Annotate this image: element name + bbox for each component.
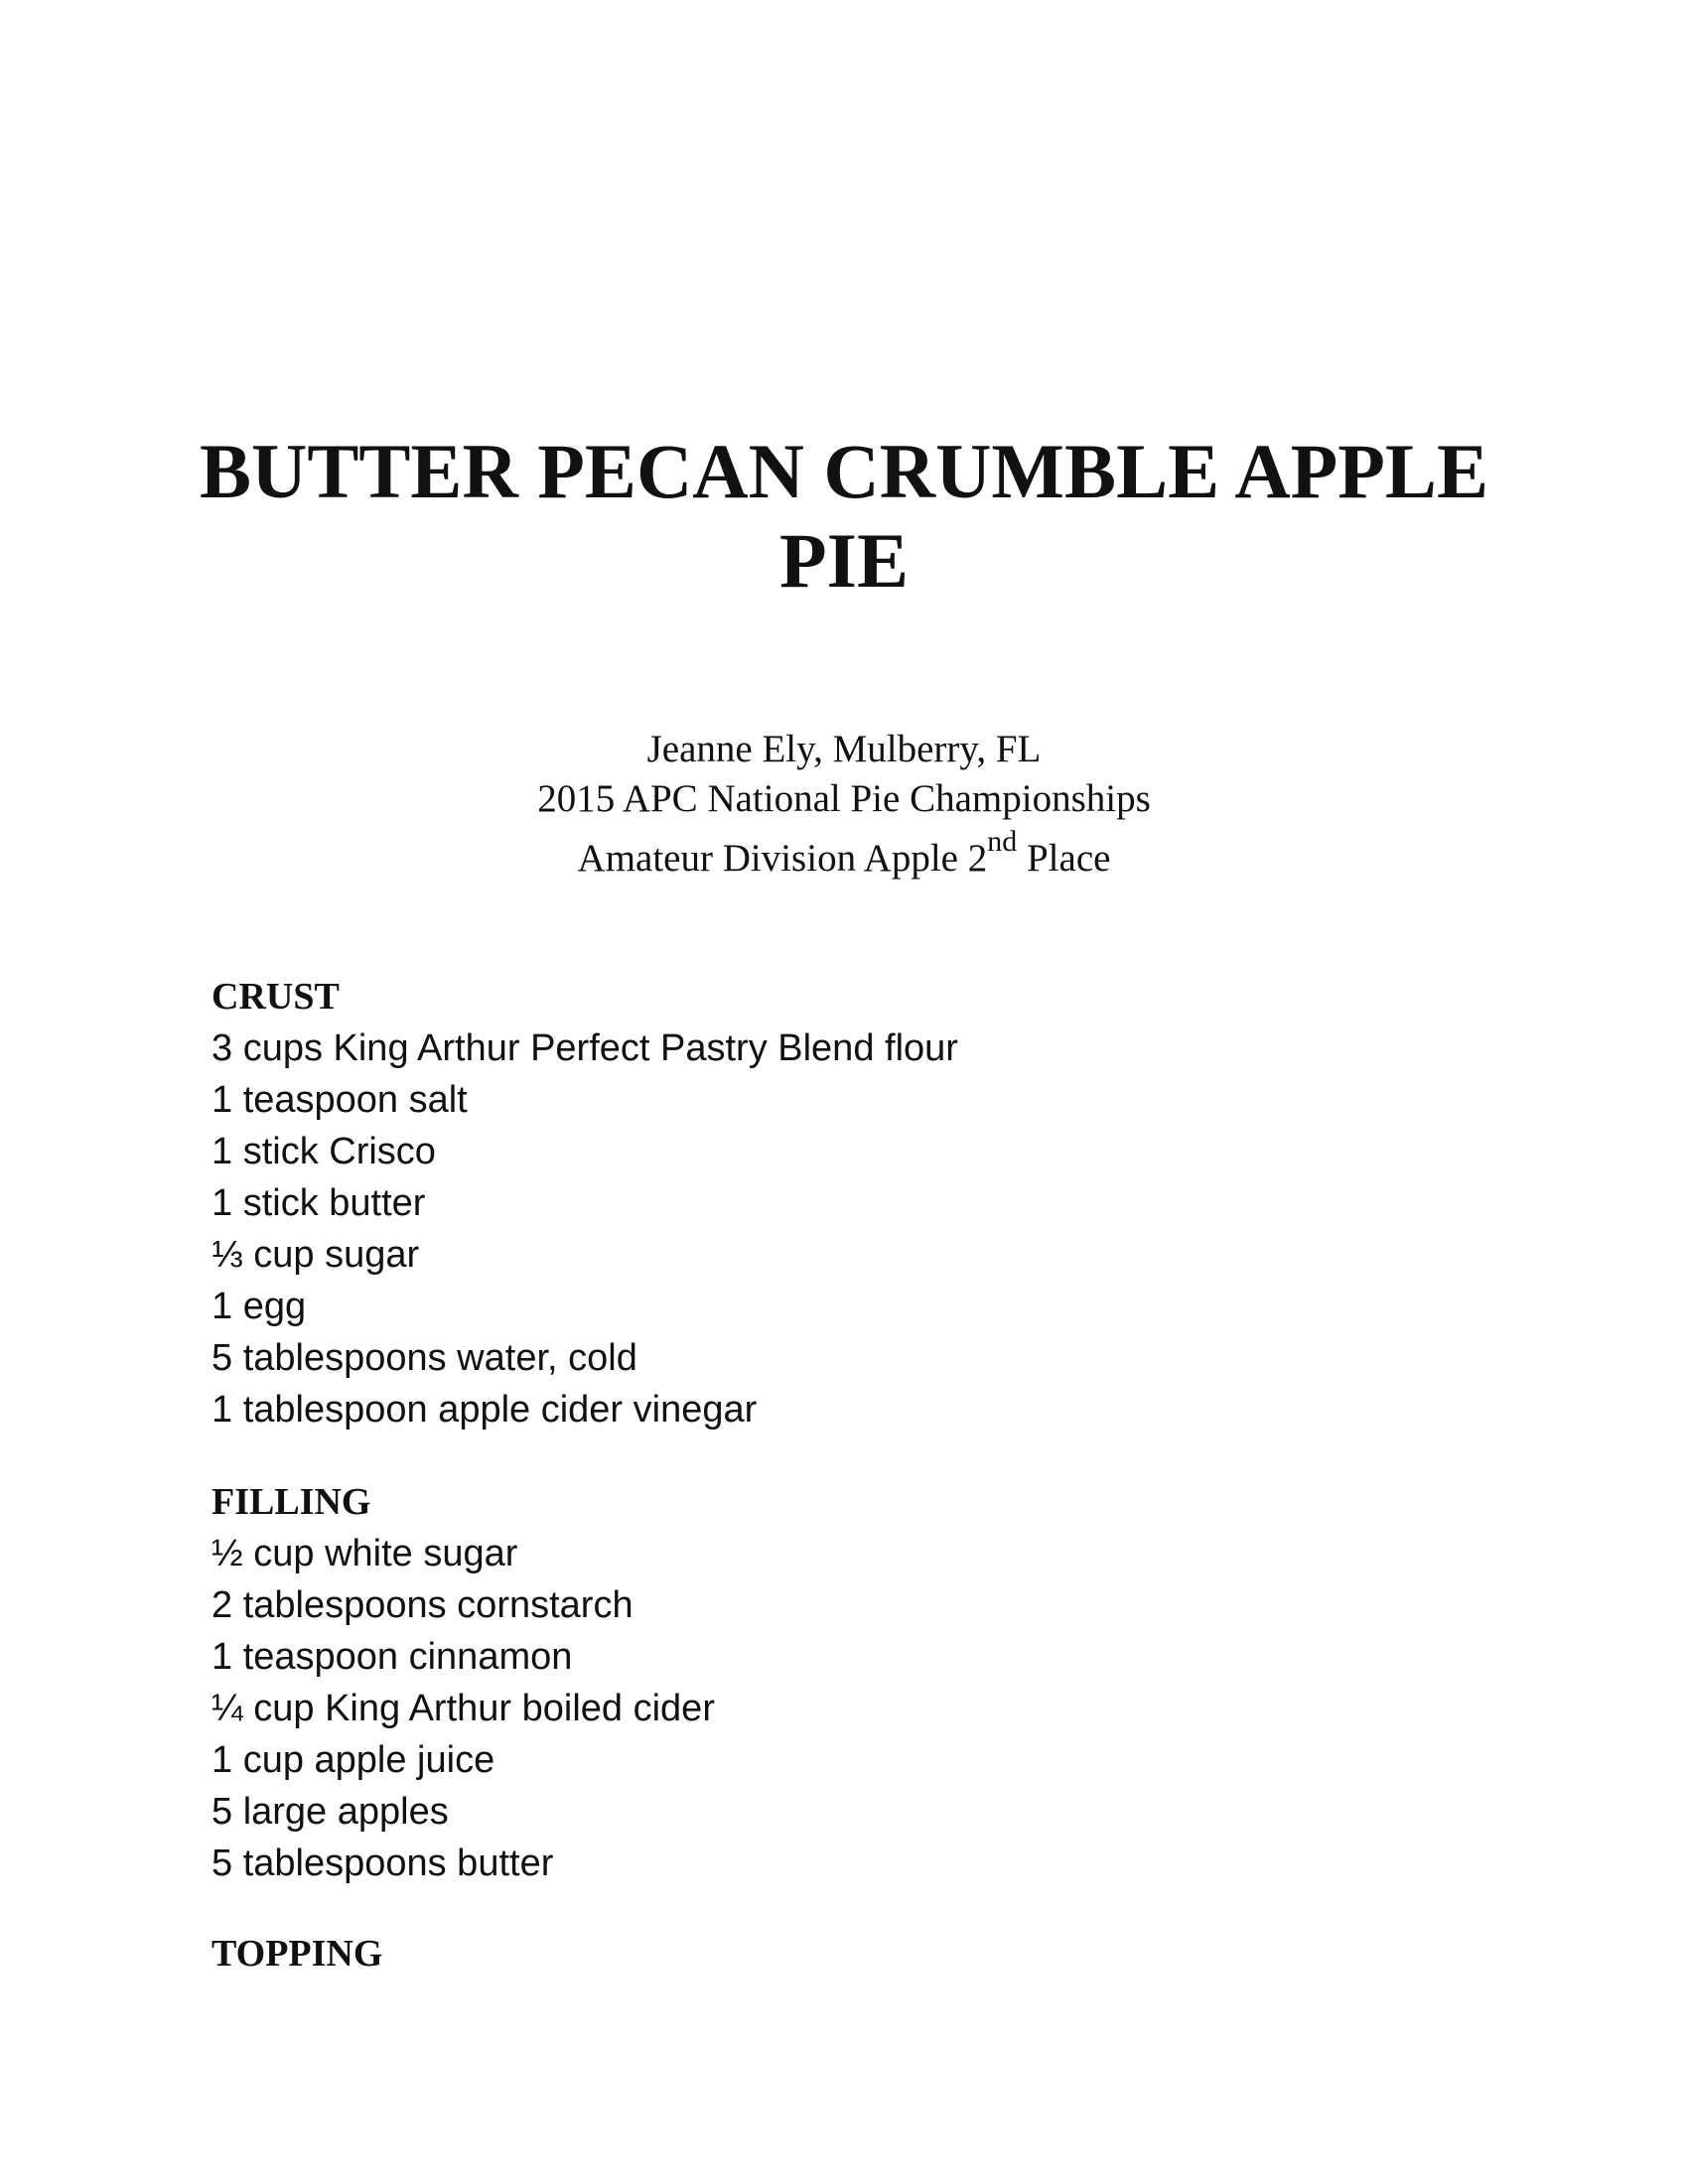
recipe-title: BUTTER PECAN CRUMBLE APPLE PIE xyxy=(200,428,1488,604)
ingredient-item: 1 egg xyxy=(211,1286,307,1327)
filling-heading: FILLING xyxy=(211,1481,371,1523)
award-ordinal-superscript: nd xyxy=(987,825,1018,858)
ingredient-item: 1 stick Crisco xyxy=(211,1131,436,1172)
ingredient-item: 2 tablespoons cornstarch xyxy=(211,1584,633,1626)
event-line: 2015 APC National Pie Championships xyxy=(537,777,1151,820)
crust-section xyxy=(211,971,1502,1435)
award-prefix: Amateur Division Apple 2 xyxy=(577,837,988,880)
author-line: Jeanne Ely, Mulberry, FL xyxy=(646,728,1042,770)
ingredient-item: 5 large apples xyxy=(211,1791,449,1833)
ingredient-item: 1 cup apple juice xyxy=(211,1739,495,1781)
filling-ingredient-list xyxy=(211,1528,1502,1889)
ingredient-item: ½ cup white sugar xyxy=(211,1533,518,1574)
ingredient-item: 3 cups King Arthur Perfect Pastry Blend flour xyxy=(211,1027,958,1069)
topping-section xyxy=(211,1928,1502,1979)
crust-ingredient-list xyxy=(211,1023,1502,1435)
ingredient-item: 1 teaspoon salt xyxy=(211,1079,468,1121)
ingredient-item: 1 stick butter xyxy=(211,1182,426,1224)
recipe-byline xyxy=(149,725,1539,887)
ingredient-item: 1 teaspoon cinnamon xyxy=(211,1636,573,1678)
topping-heading: TOPPING xyxy=(211,1933,383,1975)
ingredient-item: 5 tablespoons butter xyxy=(211,1843,554,1884)
ingredient-item: ⅓ cup sugar xyxy=(211,1234,420,1276)
ingredient-item: 1 tablespoon apple cider vinegar xyxy=(211,1389,758,1431)
filling-section xyxy=(211,1476,1502,1889)
award-line xyxy=(149,825,1539,887)
ingredient-item: ¼ cup King Arthur boiled cider xyxy=(211,1688,715,1729)
crust-heading: CRUST xyxy=(211,976,340,1018)
award-suffix: Place xyxy=(1017,837,1111,880)
ingredient-item: 5 tablespoons water, cold xyxy=(211,1337,637,1379)
